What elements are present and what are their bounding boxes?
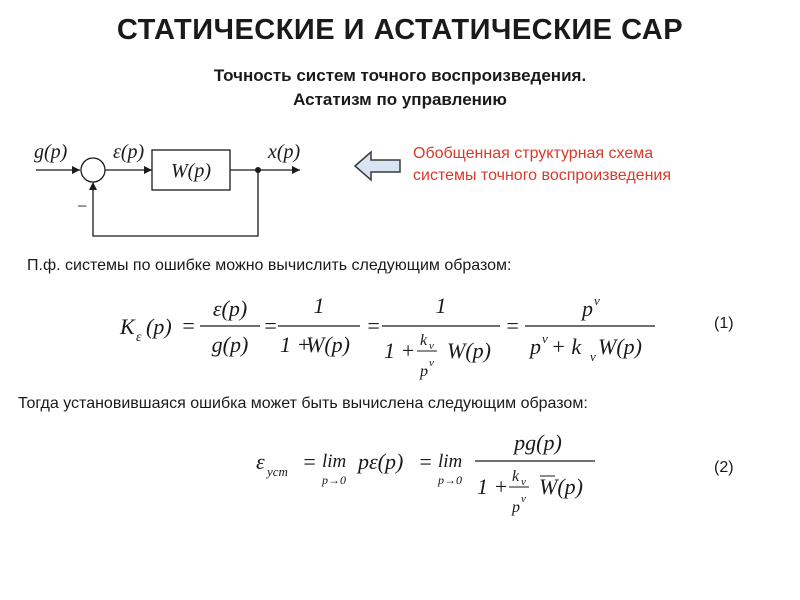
equation-2-number: (2) (714, 459, 734, 476)
equation-1-number: (1) (714, 315, 734, 332)
input-label: g(p) (34, 141, 68, 163)
eq1-eq-4: = (505, 313, 520, 338)
eq1-f1-den: g(p) (211, 332, 249, 357)
eq1-f2-num: 1 (313, 293, 325, 318)
summing-junction (81, 158, 105, 182)
eq1-eq-1: = (181, 313, 196, 338)
eq1-K-arg: (p) (146, 314, 172, 339)
block-diagram (0, 130, 800, 245)
eq2-den-W: W(p) (539, 474, 583, 499)
eq1-f3-W: W(p) (447, 338, 491, 363)
eq1-f3-k: k (420, 332, 428, 349)
eq2-eps-sub: уст (267, 464, 288, 479)
eq1-f3-num: 1 (435, 293, 447, 318)
input-arrowhead (72, 166, 80, 174)
eq1-K: K (120, 314, 135, 339)
eq2-lim-1-sub: p→0 (322, 473, 346, 487)
eq1-f4-num-sup: ν (594, 293, 600, 308)
error-label: ε(p) (113, 141, 145, 163)
eq2-lim-2: lim (438, 451, 463, 472)
eq2-den-p: p (512, 499, 520, 516)
eq1-eq-3: = (366, 313, 381, 338)
eq1-f4-num-p: p (582, 296, 593, 321)
block-label: W(p) (171, 160, 211, 182)
eq1-f2-den-1: 1 + (280, 332, 312, 357)
eq2-lim-1: lim (322, 451, 347, 472)
eq2-lim-2-sub: p→0 (438, 473, 462, 487)
eq2-eq-1: = (302, 449, 317, 474)
steady-error-text: Тогда установившаяся ошибка может быть вычислена следующим образом: (18, 395, 588, 412)
subtitle-line-1: Точность систем точного воспроизведения. (213, 66, 587, 85)
error-arrowhead (144, 166, 152, 174)
eq1-f3-p: p (420, 363, 428, 380)
eq2-num: pg(p) (514, 430, 562, 455)
eq2-eq-2: = (418, 449, 433, 474)
subtitle-line-2: Астатизм по управлению (293, 90, 507, 109)
eq2-den-p-sup: ν (521, 493, 526, 505)
eq2-den-k-sub: ν (521, 476, 526, 488)
eq1-f3-den-1: 1 + (384, 338, 416, 363)
eq2-den-k: k (512, 468, 520, 485)
eq1-f4-den-W: W(p) (598, 334, 642, 359)
feedback-sign: − (76, 196, 89, 216)
eq1-f3-k-sub: ν (429, 340, 434, 352)
eq1-eq-2: = (263, 313, 278, 338)
eq1-f1-num: ε(p) (212, 296, 248, 321)
eq1-f4-den-plus: + k (551, 334, 582, 359)
eq1-f4-den-sup: ν (542, 331, 548, 346)
left-arrow-icon (355, 152, 400, 180)
caption-line-2: системы точного воспроизведения (413, 167, 672, 184)
output-arrowhead (292, 166, 300, 174)
eq1-f2-den-W: W(p) (306, 332, 350, 357)
error-tf-text: П.ф. системы по ошибке можно вычислить следующим образом: (27, 257, 512, 274)
eq1-f3-p-sup: ν (429, 357, 434, 369)
eq2-eps: ε (256, 449, 265, 474)
eq2-den-1: 1 + (477, 474, 509, 499)
feedback-arrowhead (89, 182, 97, 190)
caption-line-1: Обобщенная структурная схема (413, 145, 654, 162)
page-title: СТАТИЧЕСКИЕ И АСТАТИЧЕСКИЕ САР (116, 14, 684, 46)
diagram-caption (413, 143, 671, 187)
eq2-p-eps: pε(p) (358, 449, 404, 474)
eq1-f4-den-sub: ν (590, 349, 596, 364)
output-label: x(p) (268, 141, 301, 163)
eq1-K-sub: ε (136, 330, 142, 345)
eq1-f4-den-p: p (530, 334, 541, 359)
subtitle (0, 64, 800, 112)
